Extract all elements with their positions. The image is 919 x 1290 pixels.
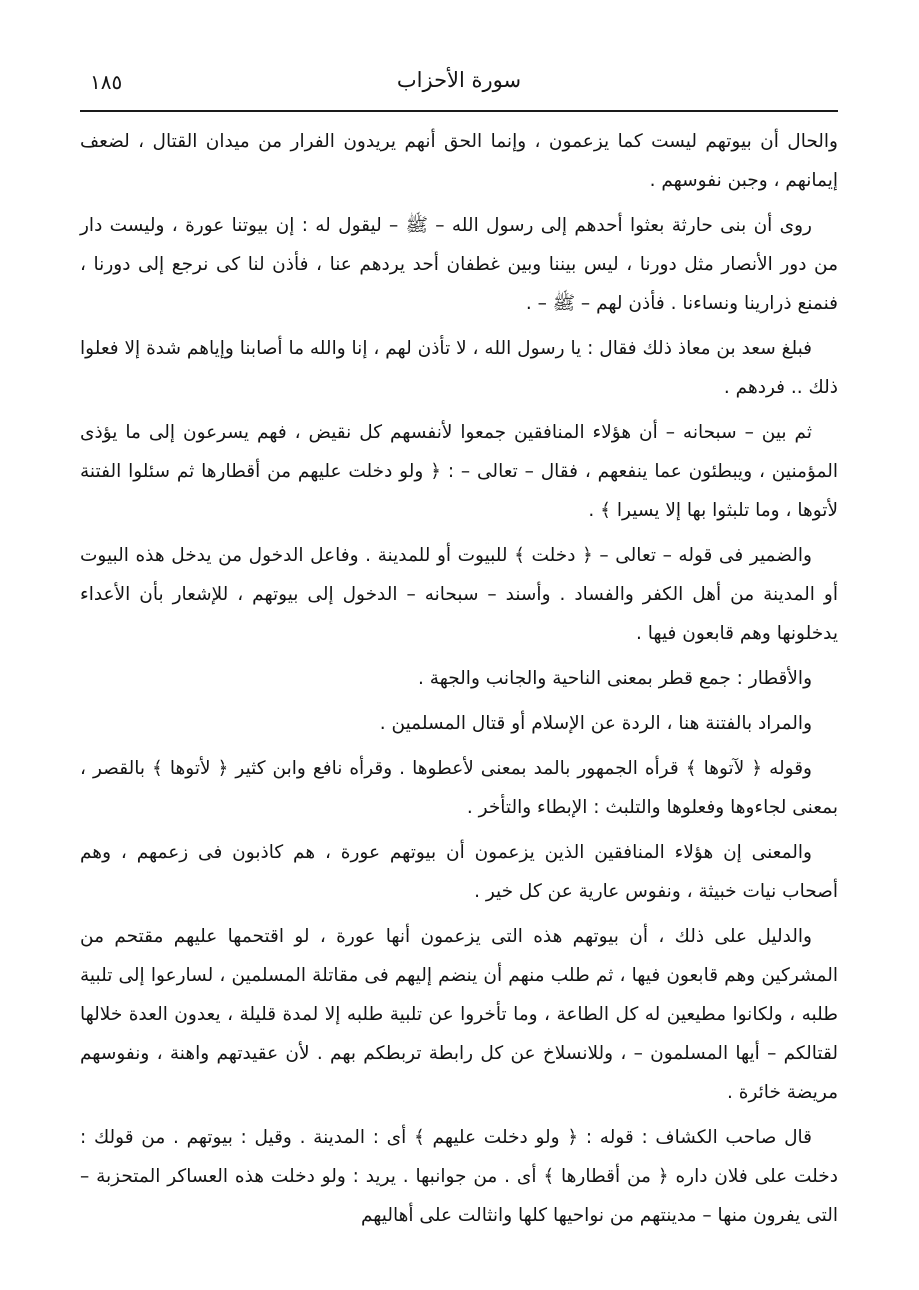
paragraph: والضمير فى قوله – تعالى – ﴿ دخلت ﴾ للبيوت أو للمدينة . وفاعل الدخول من يدخل هذه البيوت أو المدينة من أهل الكفر والفساد . وأسند – سبحانه – الدخول إلى بيوتهم ، للإشعار بأن الأعداء يدخلونها وهم قابعون فيها . bbox=[80, 545, 838, 644]
paragraph: وقوله ﴿ لآتوها ﴾ قرأه الجمهور بالمد بمعنى لأعطوها . وقرأه نافع وابن كثير ﴿ لأتوها ﴾ بالقصر ، بمعنى لجاءوها وفعلوها والتلبث : الإبطاء والتأخر . bbox=[80, 758, 838, 818]
surah-title: سورة الأحزاب bbox=[396, 68, 522, 92]
paragraph: والأقطار : جمع قطر بمعنى الناحية والجانب والجهة . bbox=[418, 668, 812, 689]
paragraph: والدليل على ذلك ، أن بيوتهم هذه التى يزعمون أنها عورة ، لو اقتحمها عليهم مقتحم من المشركين وهم قابعون فيها ، ثم طلب منهم أن ينضم إليهم فى مقاتلة المسلمين ، لسارعوا إلى تلبية طلبه ، ولكانوا مطيعين له كل الطاعة ، وما تأخروا عن تلبية طلبه إلا لمدة قليلة ، يعدون العدة خلالها لقتالكم – أيها المسلمون – ، وللانسلاخ عن كل رابطة تربطكم بهم . لأن عقيدتهم واهنة ، ونفوسهم مريضة خائرة . bbox=[80, 926, 838, 1103]
header-divider bbox=[80, 110, 838, 112]
paragraph: والمراد بالفتنة هنا ، الردة عن الإسلام أو قتال المسلمين . bbox=[379, 713, 812, 734]
page-header bbox=[80, 66, 838, 106]
paragraph: والحال أن بيوتهم ليست كما يزعمون ، وإنما الحق أنهم يريدون الفرار من ميدان القتال ، لضعف إيمانهم ، وجبن نفوسهم . bbox=[80, 131, 838, 191]
paragraph: روى أن بنى حارثة بعثوا أحدهم إلى رسول الله – ﷺ – ليقول له : إن بيوتنا عورة ، وليست دار من دور الأنصار مثل دورنا ، ليس بيننا وبين غطفان أحد يردهم عنا ، فأذن لنا كى نرجع إلى دورنا ، فنمنع ذرارينا ونساءنا . فأذن لهم – ﷺ – . bbox=[80, 215, 838, 314]
paragraph: ثم بين – سبحانه – أن هؤلاء المنافقين جمعوا لأنفسهم كل نقيض ، فهم يسرعون إلى ما يؤذى المؤمنين ، ويبطئون عما ينفعهم ، فقال – تعالى – : ﴿ ولو دخلت عليهم من أقطارها ثم سئلوا الفتنة لأتوها ، وما تلبثوا بها إلا يسيرا ﴾ . bbox=[80, 422, 838, 521]
page-number: ١٨٥ bbox=[90, 70, 123, 94]
commentary-text bbox=[80, 122, 838, 1241]
paragraph: قال صاحب الكشاف : قوله : ﴿ ولو دخلت عليهم ﴾ أى : المدينة . وقيل : بيوتهم . من قولك : دخلت على فلان داره ﴿ من أقطارها ﴾ أى . من جوانبها . يريد : ولو دخلت هذه العساكر المتحزبة – التى يفرون منها – مدينتهم من نواحيها كلها وانثالت على أهاليهم bbox=[80, 1127, 838, 1226]
paragraph: والمعنى إن هؤلاء المنافقين الذين يزعمون أن بيوتهم عورة ، هم كاذبون فى زعمهم ، وهم أصحاب نيات خبيثة ، ونفوس عارية عن كل خير . bbox=[80, 842, 838, 902]
paragraph: فبلغ سعد بن معاذ ذلك فقال : يا رسول الله ، لا تأذن لهم ، إنا والله ما أصابنا وإياهم شدة إلا فعلوا ذلك .. فردهم . bbox=[80, 338, 838, 398]
